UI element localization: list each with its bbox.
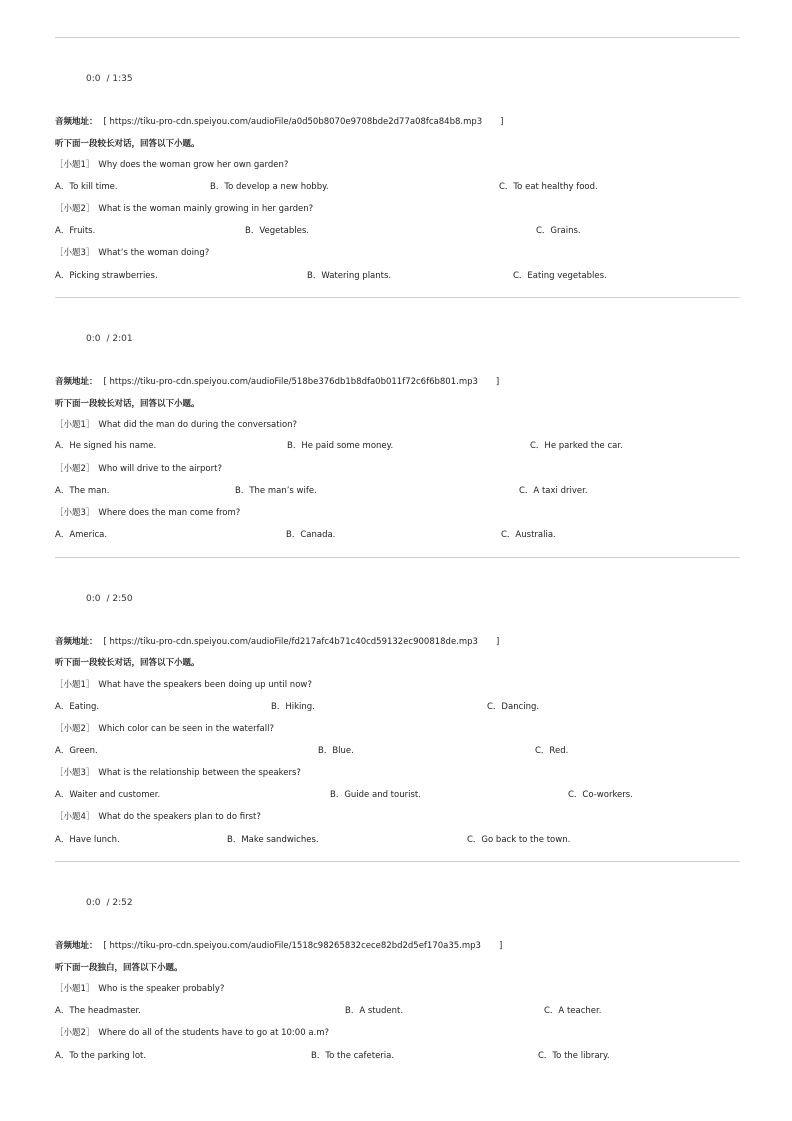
section-instruction: 听下面一段独白，回答以下小题。 xyxy=(55,963,183,973)
option-c[interactable]: C．Australia. xyxy=(501,530,556,540)
question-text: What did the man do during the conversation? xyxy=(98,420,298,430)
player-current-time: 0:0 xyxy=(86,898,101,908)
audio-url[interactable]: https://tiku-pro-cdn.speiyou.com/audioFile/fd217afc4b71c40cd59132ec900818de.mp3 xyxy=(109,637,478,647)
option-c[interactable]: C．Dancing. xyxy=(487,702,540,712)
option-a[interactable]: A．America. xyxy=(55,530,108,540)
divider xyxy=(55,861,740,862)
question-tag: ［小题2］ xyxy=(55,1028,95,1038)
audio-url-label: 音频地址： xyxy=(55,941,98,951)
question-tag: ［小题1］ xyxy=(55,160,95,170)
option-a[interactable]: A．Green. xyxy=(55,746,98,756)
question-tag: ［小题4］ xyxy=(55,812,95,822)
option-a[interactable]: A．He signed his name. xyxy=(55,441,157,451)
question-text: What’s the woman doing? xyxy=(98,248,210,258)
audio-url-line: 音频地址： [ https://tiku-pro-cdn.speiyou.com/audioFile/1518c98265832cece82bd2d5ef170a35.mp3 ] xyxy=(55,941,503,951)
option-c[interactable]: C．To the library. xyxy=(538,1051,610,1061)
player-total-time: / 2:01 xyxy=(106,334,133,344)
option-a[interactable]: A．Have lunch. xyxy=(55,835,120,845)
option-b[interactable]: B．To develop a new hobby. xyxy=(210,182,329,192)
question-tag: ［小题3］ xyxy=(55,508,95,518)
section-instruction: 听下面一段较长对话，回答以下小题。 xyxy=(55,658,200,668)
question-stem xyxy=(55,508,240,519)
question-tag: ［小题2］ xyxy=(55,204,95,214)
question-text: Why does the woman grow her own garden? xyxy=(98,160,289,170)
question-tag: ［小题2］ xyxy=(55,724,95,734)
player-total-time: / 2:50 xyxy=(106,594,133,604)
question-stem xyxy=(55,724,274,735)
section-instruction: 听下面一段较长对话，回答以下小题。 xyxy=(55,139,200,149)
audio-player[interactable] xyxy=(86,334,133,344)
player-current-time: 0:0 xyxy=(86,594,101,604)
question-tag: ［小题1］ xyxy=(55,984,95,994)
audio-player[interactable] xyxy=(86,74,133,84)
question-stem xyxy=(55,984,224,995)
player-current-time: 0:0 xyxy=(86,334,101,344)
audio-url-line: 音频地址： [ https://tiku-pro-cdn.speiyou.com/audioFile/a0d50b8070e9708bde2d77a08fca84b8.mp3 ] xyxy=(55,117,504,127)
option-c[interactable]: C．A teacher. xyxy=(544,1006,602,1016)
option-b[interactable]: B．Vegetables. xyxy=(245,226,309,236)
audio-url-label: 音频地址： xyxy=(55,377,98,387)
option-b[interactable]: B．To the cafeteria. xyxy=(311,1051,395,1061)
option-b[interactable]: B．A student. xyxy=(345,1006,404,1016)
audio-url[interactable]: https://tiku-pro-cdn.speiyou.com/audioFile/a0d50b8070e9708bde2d77a08fca84b8.mp3 xyxy=(109,117,483,127)
audio-url-line: 音频地址： [ https://tiku-pro-cdn.speiyou.com/audioFile/518be376db1b8dfa0b011f72c6f6b801.mp3 ] xyxy=(55,377,500,387)
question-text: Where does the man come from? xyxy=(98,508,241,518)
divider xyxy=(55,557,740,558)
option-c[interactable]: C．Co-workers. xyxy=(568,790,633,800)
question-text: Who will drive to the airport? xyxy=(98,464,222,474)
question-tag: ［小题3］ xyxy=(55,768,95,778)
question-stem xyxy=(55,204,313,215)
audio-player[interactable] xyxy=(86,594,133,604)
question-text: What is the relationship between the speakers? xyxy=(98,768,301,778)
player-total-time: / 1:35 xyxy=(106,74,133,84)
option-a[interactable]: A．Picking strawberries. xyxy=(55,271,158,281)
option-b[interactable]: B．Make sandwiches. xyxy=(227,835,319,845)
audio-url[interactable]: https://tiku-pro-cdn.speiyou.com/audioFile/1518c98265832cece82bd2d5ef170a35.mp3 xyxy=(109,941,481,951)
option-a[interactable]: A．To the parking lot. xyxy=(55,1051,147,1061)
option-c[interactable]: C．Eating vegetables. xyxy=(513,271,607,281)
option-b[interactable]: B．The man’s wife. xyxy=(235,486,317,496)
question-tag: ［小题3］ xyxy=(55,248,95,258)
question-stem xyxy=(55,1028,329,1039)
audio-url[interactable]: https://tiku-pro-cdn.speiyou.com/audioFile/518be376db1b8dfa0b011f72c6f6b801.mp3 xyxy=(109,377,478,387)
option-a[interactable]: A．The man. xyxy=(55,486,110,496)
audio-url-line: 音频地址： [ https://tiku-pro-cdn.speiyou.com/audioFile/fd217afc4b71c40cd59132ec900818de.mp3 ] xyxy=(55,637,500,647)
option-b[interactable]: B．Blue. xyxy=(318,746,354,756)
divider xyxy=(55,37,740,38)
option-c[interactable]: C．Red. xyxy=(535,746,569,756)
question-tag: ［小题1］ xyxy=(55,680,95,690)
question-tag: ［小题2］ xyxy=(55,464,95,474)
option-a[interactable]: A．The headmaster. xyxy=(55,1006,141,1016)
question-stem xyxy=(55,680,312,691)
question-text: Who is the speaker probably? xyxy=(98,984,225,994)
player-current-time: 0:0 xyxy=(86,74,101,84)
option-c[interactable]: C．To eat healthy food. xyxy=(499,182,598,192)
audio-url-label: 音频地址： xyxy=(55,117,98,127)
option-c[interactable]: C．Go back to the town. xyxy=(467,835,571,845)
option-a[interactable]: A．Waiter and customer. xyxy=(55,790,161,800)
question-stem xyxy=(55,464,222,475)
question-text: What do the speakers plan to do first? xyxy=(98,812,261,822)
option-a[interactable]: A．Fruits. xyxy=(55,226,96,236)
option-a[interactable]: A．To kill time. xyxy=(55,182,118,192)
option-b[interactable]: B．Canada. xyxy=(286,530,336,540)
option-c[interactable]: C．A taxi driver. xyxy=(519,486,588,496)
option-b[interactable]: B．Hiking. xyxy=(271,702,315,712)
question-text: Where do all of the students have to go at 10:00 a.m? xyxy=(98,1028,330,1038)
question-stem xyxy=(55,420,297,431)
question-stem xyxy=(55,812,261,823)
audio-url-label: 音频地址： xyxy=(55,637,98,647)
question-text: What have the speakers been doing up until now? xyxy=(98,680,312,690)
question-stem xyxy=(55,768,301,779)
option-b[interactable]: B．He paid some money. xyxy=(287,441,394,451)
question-text: Which color can be seen in the waterfall? xyxy=(98,724,274,734)
divider xyxy=(55,297,740,298)
question-stem xyxy=(55,248,209,259)
section-instruction: 听下面一段较长对话，回答以下小题。 xyxy=(55,399,200,409)
question-stem xyxy=(55,160,288,171)
option-b[interactable]: B．Guide and tourist. xyxy=(330,790,421,800)
player-total-time: / 2:52 xyxy=(106,898,133,908)
option-c[interactable]: C．He parked the car. xyxy=(530,441,623,451)
option-a[interactable]: A．Eating. xyxy=(55,702,100,712)
option-c[interactable]: C．Grains. xyxy=(536,226,581,236)
question-text: What is the woman mainly growing in her garden? xyxy=(98,204,314,214)
question-tag: ［小题1］ xyxy=(55,420,95,430)
option-b[interactable]: B．Watering plants. xyxy=(307,271,392,281)
audio-player[interactable] xyxy=(86,898,133,908)
